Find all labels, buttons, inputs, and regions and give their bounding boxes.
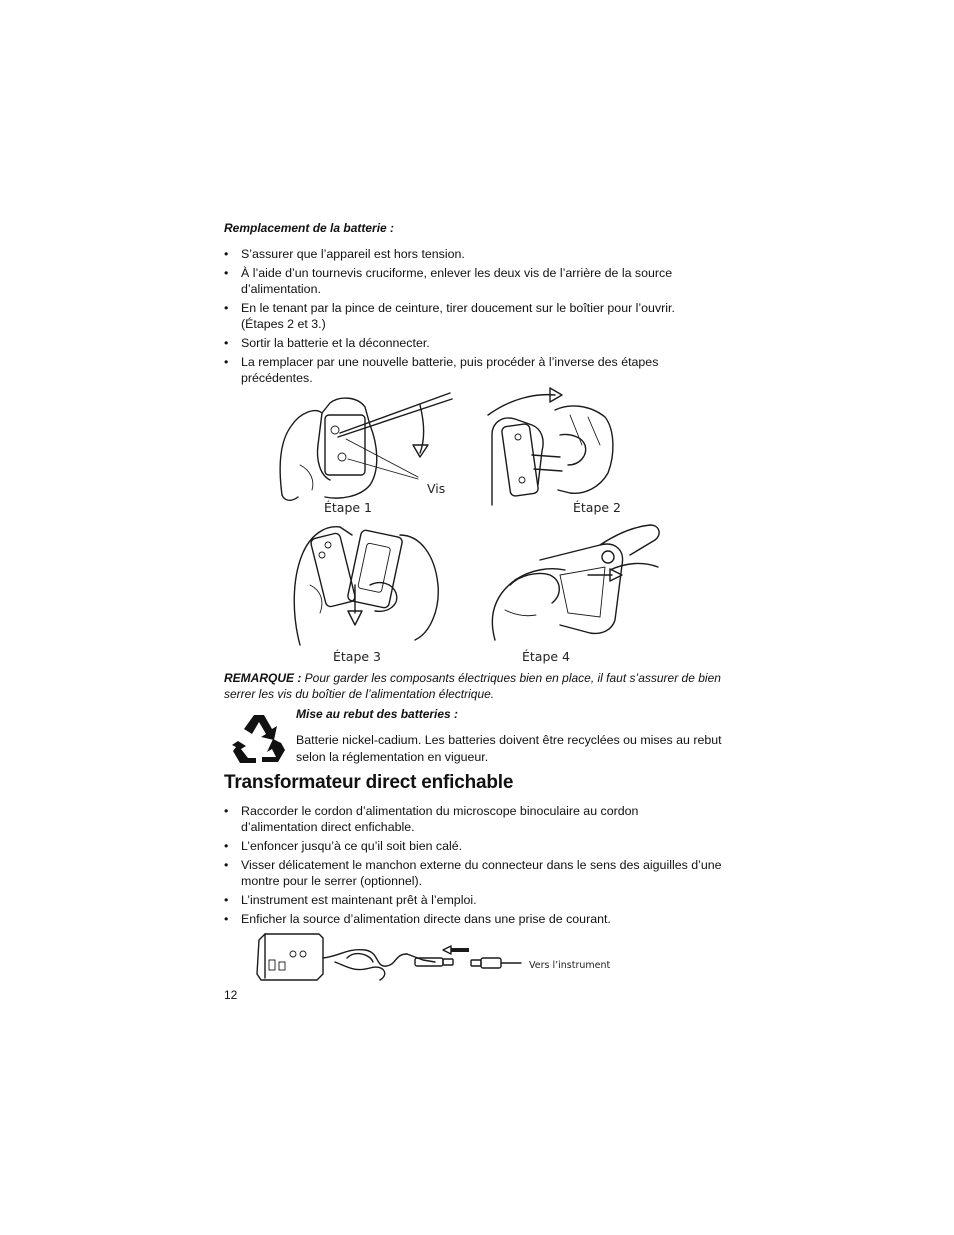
list-item: • Raccorder le cordon d’alimentation du microscope binoculaire au cordon d’alimentation direct enfichable. <box>224 804 639 834</box>
note-label: REMARQUE : <box>224 671 302 685</box>
list-item: • Visser délicatement le manchon externe du connecteur dans le sens des aiguilles d’une montre pour le serrer (optionnel). <box>224 858 722 888</box>
list-item: • S’assurer que l’appareil est hors tension. <box>224 247 465 261</box>
to-instrument-label: Vers l’instrument <box>529 960 611 971</box>
list-item: • En le tenant par la pince de ceinture, tirer doucement sur le boîtier pour l’ouvrir. (Étapes 2 et 3.) <box>224 301 675 331</box>
battery-steps-illustration <box>270 385 670 670</box>
step4-label: Étape 4 <box>522 649 571 664</box>
list-item: • La remplacer par une nouvelle batterie, puis procéder à l’inverse des étapes précédentes. <box>224 355 659 385</box>
battery-section-title: Remplacement de la batterie : <box>224 221 395 235</box>
screws-label: Vis <box>427 481 446 496</box>
transformer-steps-list <box>224 803 724 930</box>
transformer-illustration <box>255 928 525 986</box>
step3-drawing <box>294 527 438 645</box>
step3-label: Étape 3 <box>333 649 382 664</box>
transformer-heading: Transformateur direct enfichable <box>224 772 514 793</box>
list-item: • Sortir la batterie et la déconnecter. <box>224 336 430 350</box>
disposal-text: Batterie nickel-cadium. Les batteries doivent être recyclées ou mises au rebut selon la réglementation en vigueur. <box>296 733 722 764</box>
list-item: • À l’aide d’un tournevis cruciforme, enlever les deux vis de l’arrière de la source d’alimentation. <box>224 266 673 296</box>
step1-label: Étape 1 <box>324 500 373 515</box>
list-item: • L’instrument est maintenant prêt à l’emploi. <box>224 893 477 907</box>
recycle-icon <box>232 713 286 765</box>
battery-note <box>224 670 744 702</box>
note-text: Pour garder les composants électriques bien en place, il faut s’assurer de bien serrer les vis du boîtier de l’alimentation électrique. <box>224 671 721 701</box>
disposal-title: Mise au rebut des batteries : <box>296 707 459 721</box>
step2-drawing <box>488 388 613 505</box>
battery-steps-list <box>224 246 744 389</box>
page-number: 12 <box>224 988 238 1002</box>
list-item: • Enficher la source d’alimentation directe dans une prise de courant. <box>224 912 611 926</box>
step4-drawing <box>492 525 659 640</box>
list-item: • L’enfoncer jusqu’à ce qu’il soit bien calé. <box>224 839 463 853</box>
adapter-drawing <box>257 934 521 980</box>
step2-label: Étape 2 <box>573 500 622 515</box>
